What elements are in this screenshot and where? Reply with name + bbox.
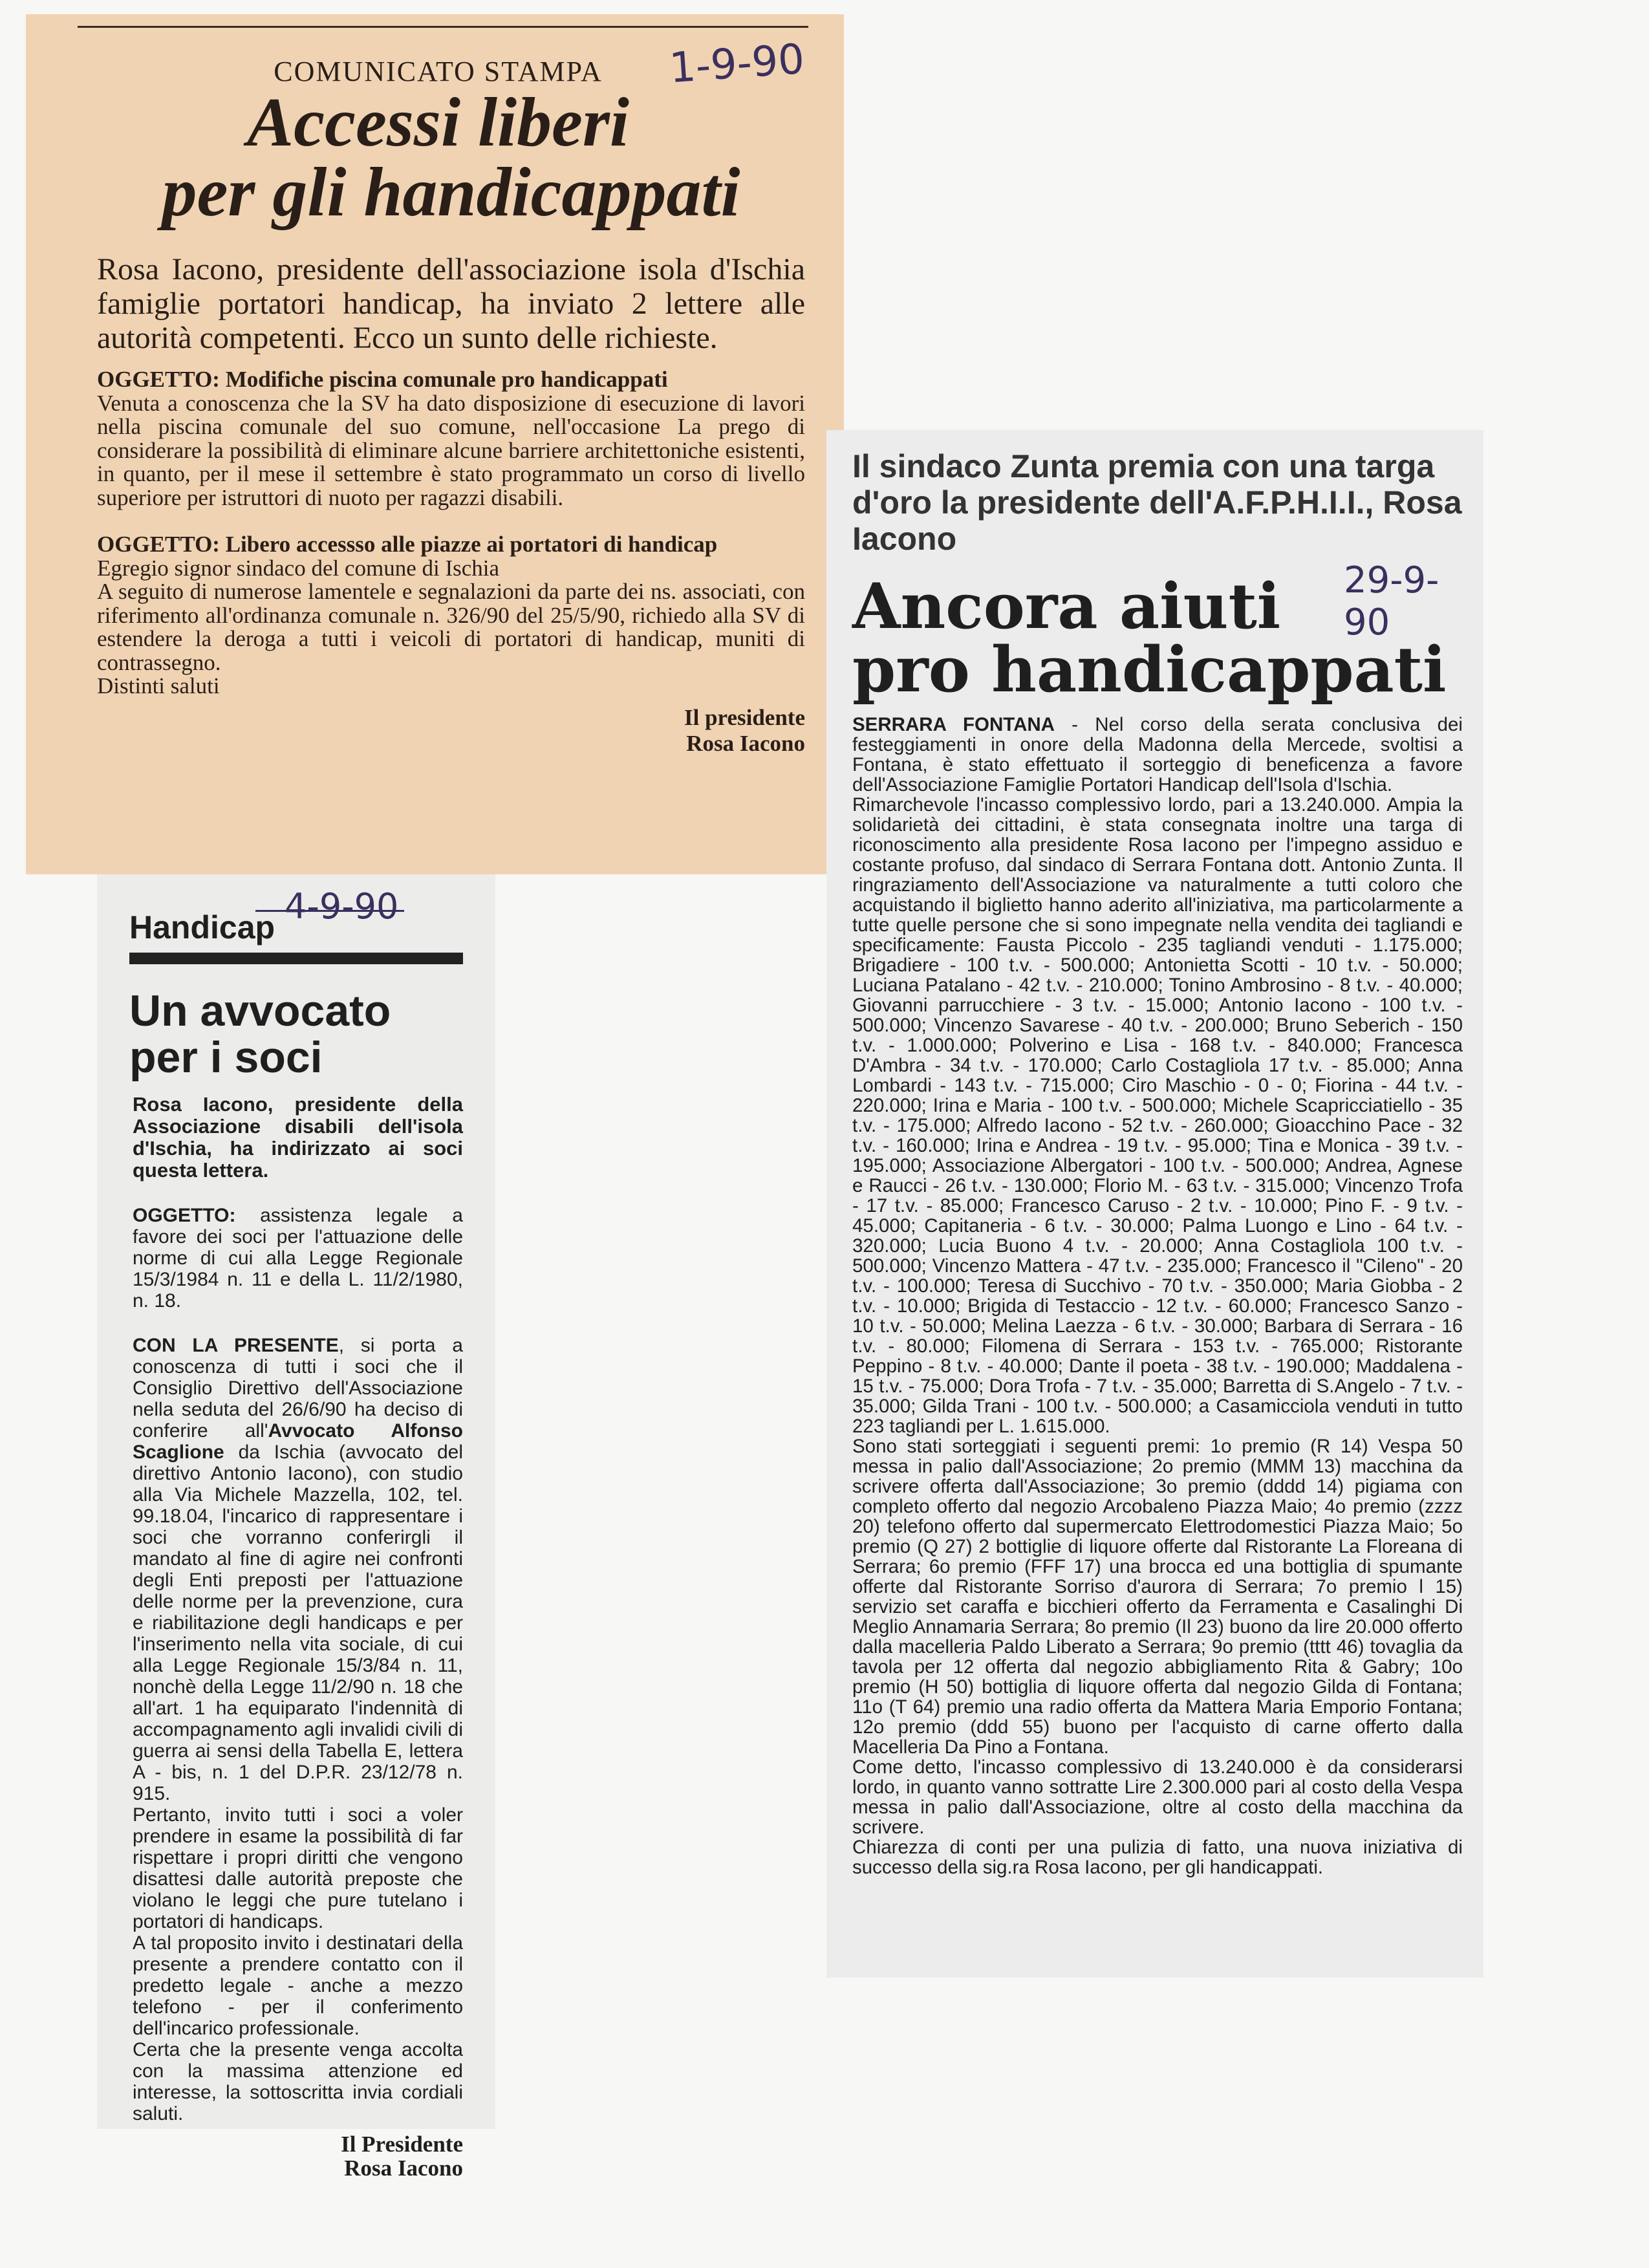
signature-name: Rosa Iacono [686, 730, 805, 756]
signature-role: Il presidente [684, 704, 805, 730]
paragraph-2: Pertanto, invito tutti i soci a voler prendere in esame la possibilità di far rispettare i propri diritti che vengono disattesi dalle autorità preposte che violano le leggi che pure tutelano i portatori di handicaps. [133, 1804, 463, 1932]
paragraph-3: Sono stati sorteggiati i seguenti premi: 1o premio (R 14) Vespa 50 messa in palio dall'Associazione; 2o premio (MMM 13) macchina da scrivere offerta dall'Associazione; 3o premio (dddd 14) pigiama con completo offerto dal negozio Arcobaleno Piazza Maio; 4o premio (zzzz 20) telefono offerto dal supermercato Elettrodomestici Piazza Maio; 5o premio (Q 27) 2 bottiglie di liquore offerte dal Ristorante La Floreana di Serrara; 6o premio (FFF 17) una brocca ed una bottiglia di spumante offerte dal Ristorante Sorriso d'aurora di Serrara; 7o premio l 15) servizio set caraffa e bicchieri offerto da Ferramenta e Casalinghi Di Meglio Annamaria Serrara; 8o premio (Il 23) buono da lire 20.000 offerto dalla macelleria Paldo Liberato a Serrara; 9o premio (tttt 46) tovaglia da tavola per 12 offerta dal negozio abbigliamento Rita & Gabry; 10o premio (H 50) bottiglia di liquore offerta dal negozio Gilda di Fontana; 11o (T 64) premio una radio offerta da Mattera Maria Emporio Fontana; 12o premio (ddd 55) buono per l'acquisto di carne offerto dalla Macelleria Da Pino a Fontana. [852, 1436, 1463, 1758]
headline-line1: Accessi liberi [247, 84, 629, 161]
signature-role: Il Presidente [341, 2132, 463, 2157]
subject-2: OGGETTO: Libero accessso alle piazze ai portatori di handicap [97, 532, 718, 557]
clipping-ancora-aiuti [826, 430, 1483, 1978]
paragraph-5: Chiarezza di conti per una pulizia di fatto, una nuova iniziativa di successo della sig.ra Rosa Iacono, per gli handicappati. [852, 1837, 1463, 1878]
signature-name: Rosa Iacono [344, 2155, 463, 2181]
article-body [852, 715, 1463, 1877]
clipping-accessi-liberi [26, 14, 844, 874]
closing: Distinti saluti [97, 673, 220, 698]
lead-paragraph: Rosa Iacono, presidente dell'associazione isola d'Ischia famiglie portatori handicap, ha inviato 2 lettere alle autorità competenti. Ecco un sunto delle richieste. [97, 252, 805, 355]
body-2-salutation: Egregio signor sindaco del comune di Ischia [97, 555, 500, 581]
headline: Un avvocato per i soci [129, 986, 391, 1082]
subject-1: OGGETTO: Modifiche piscina comunale pro handicappati [97, 367, 668, 392]
paragraph-4: Come detto, l'incasso complessivo di 13.240.000 è da considerarsi lordo, in quanto vanno sottratte Lire 2.300.000 pari al costo della Vespa messa in palio dall'Associazione, oltre al costo della macchina da scrivere. [852, 1756, 1463, 1838]
body-2: A seguito di numerose lamentele e segnalazioni da parte dei ns. associati, con riferimento all'ordinanza comunale n. 326/90 del 25/5/90, richiedo alla SV di estendere la deroga a tutti i veicoli di portatori di handicap, muniti di contrassegno. [97, 579, 805, 675]
paragraph-4: Certa che la presente venga accolta con la massima attenzione ed interesse, la sottoscritta invia cordiali saluti. [133, 2039, 463, 2124]
article-body [129, 1205, 463, 2124]
paragraph-1: CON LA PRESENTE, si porta a conoscenza di tutti i soci che il Consiglio Direttivo dell'Associazione nella seduta del 26/6/90 ha deciso di conferire all'Avvocato Alfonso Scaglione da Ischia (avvocato del direttivo Antonio Iacono), con studio alla Via Michele Mazzella, 102, tel. 99.18.04, l'incarico di rappresentare i soci che vorranno conferirgli il mandato al fine di agire nei confronti degli Enti preposti per l'attuazione delle norme per la prevenzione, cura e riabilitazione degli handicaps e per l'inserimento nella vita sociale, di cui alla Legge Regionale 15/3/84 n. 11, nonchè della Legge 11/2/90 n. 18 che all'art. 1 ha equiparato l'indennità di accompagnamento agli invalidi civili di guerra ai sensi della Tabella E, lettera A - bis, n. 1 del D.P.R. 23/12/78 n. 915. [133, 1335, 463, 1804]
handwritten-date: 29-9-90 [1344, 559, 1439, 643]
subject-paragraph: OGGETTO: assistenza legale a favore dei soci per l'attuazione delle norme di cui alla Legge Regionale 15/3/1984 n. 11 e della L. 11/2/1980, n. 18. [133, 1205, 463, 1312]
kicker: Il sindaco Zunta premia con una targa d'oro la presidente dell'A.F.P.H.I.I., Rosa Iacono [852, 448, 1462, 557]
section-rubric: Handicap [129, 905, 463, 964]
top-rule [78, 26, 808, 28]
handwritten-date: 4-9-90 [285, 886, 399, 927]
lead-paragraph: Rosa Iacono, presidente della Associazione disabili dell'isola d'Ischia, ha indirizzato ai soci questa lettera. [133, 1093, 463, 1182]
paragraph-1: SERRARA FONTANA - Nel corso della serata conclusiva dei festeggiamenti in onore della Madonna della Mercede, svoltisi a Fontana, è stato effettuato il sorteggio di beneficenza a favore dell'Associazione Famiglie Portatori Handicap dell'Isola d'Ischia. [852, 714, 1463, 795]
clipping-un-avvocato [97, 874, 495, 2181]
body-1: Venuta a conoscenza che la SV ha dato disposizione di esecuzione di lavori nella piscina comunale del suo comune, nell'occasione La prego di considerare la possibilità di eliminare alcune barriere architettoniche esistenti, in quanto, per il mese il settembre è stato programmato un corso di livello superiore per istruttori di nuoto per ragazzi disabili. [97, 390, 805, 510]
handwritten-date: 1-9-90 [667, 35, 806, 93]
handwritten-underline [255, 910, 404, 912]
paragraph-3: A tal proposito invito i destinatari della presente a prendere contatto con il predetto legale - anche a mezzo telefono - per il conferimento dell'incarico professionale. [133, 1932, 463, 2039]
paragraph-2: Rimarchevole l'incasso complessivo lordo, pari a 13.240.000. Ampia la solidarietà dei cittadini, è stata consegnata inoltre una targa di riconoscimento alla presidente Rosa Iacono per l'impegno assiduo e costante profuso, dal sindaco di Serrara Fontana dott. Antonio Zunta. Il ringraziamento dell'Associazione va naturalmente a tutti coloro che acquistando il biglietto hanno aderito all'iniziativa, ma particolarmente a tutte quelle persone che si sono impegnate nella vendita dei tagliandi e specificamente: Fausta Piccolo - 235 tagliandi venduti - 1.175.000; Brigadiere - 100 t.v. - 500.000; Antonietta Scotti - 10 t.v. - 50.000; Luciana Patalano - 42 t.v. - 210.000; Tonino Ambrosino - 8 t.v. - 40.000; Giovanni parrucchiere - 3 t.v. - 15.000; Antonio Iacono - 100 t.v. - 500.000; Vincenzo Savarese - 40 t.v. - 200.000; Bruno Seberich - 150 t.v. - 1.000.000; Polverino e Lisa - 168 t.v. - 840.000; Francesca D'Ambra - 34 t.v. - 170.000; Carlo Costagliola 17 t.v. - 85.000; Anna Lombardi - 143 t.v. - 715.000; Ciro Maschio - 0 - 0; Fiorina - 44 t.v. - 220.000; Irina e Maria - 100 t.v. - 500.000; Michele Scapricciatiello - 35 t.v. - 175.000; Alfredo Iacono - 52 t.v. - 260.000; Gioacchino Pace - 32 t.v. - 160.000; Irina e Andrea - 19 t.v. - 95.000; Tina e Monica - 39 t.v. - 195.000; Associazione Albergatori - 100 t.v. - 500.000; Andrea, Agnese e Raucci - 26 t.v. - 130.000; Florio M. - 63 t.v. - 315.000; Vincenzo Trofa - 17 t.v. - 85.000; Francesco Caruso - 2 t.v. - 10.000; Pino F. - 9 t.v. - 45.000; Capitaneria - 6 t.v. - 30.000; Palma Luongo e Lino - 64 t.v. - 320.000; Lucia Buono 4 t.v. - 20.000; Anna Costagliola 100 t.v. - 500.000; Vincenzo Mattera - 47 t.v. - 235.000; Francesco il "Cileno" - 20 t.v. - 100.000; Teresa di Succhivo - 70 t.v. - 350.000; Maria Giobba - 2 t.v. - 10.000; Brigida di Testaccio - 12 t.v. - 60.000; Francesco Sanzo - 10 t.v. - 50.000; Melina Laezza - 6 t.v. - 30.000; Barbara di Serrara - 16 t.v. - 80.000; Filomena di Serrara - 153 t.v. - 765.000; Ristorante Peppino - 8 t.v. - 40.000; Dante il poeta - 38 t.v. - 190.000; Maddalena - 15 t.v. - 75.000; Dora Trofa - 7 t.v. - 35.000; Barretta di S.Angelo - 7 t.v. - 35.000; Gilda Trani - 100 t.v. - 500.000; a Casamicciola venduti in tutto 223 tagliandi per L. 1.615.000. [852, 794, 1463, 1437]
headline: Ancora aiuti pro handicappati [852, 570, 1447, 706]
headline-line2: per gli handicappati [162, 154, 740, 231]
masthead: COMUNICATO STAMPA [274, 56, 603, 87]
